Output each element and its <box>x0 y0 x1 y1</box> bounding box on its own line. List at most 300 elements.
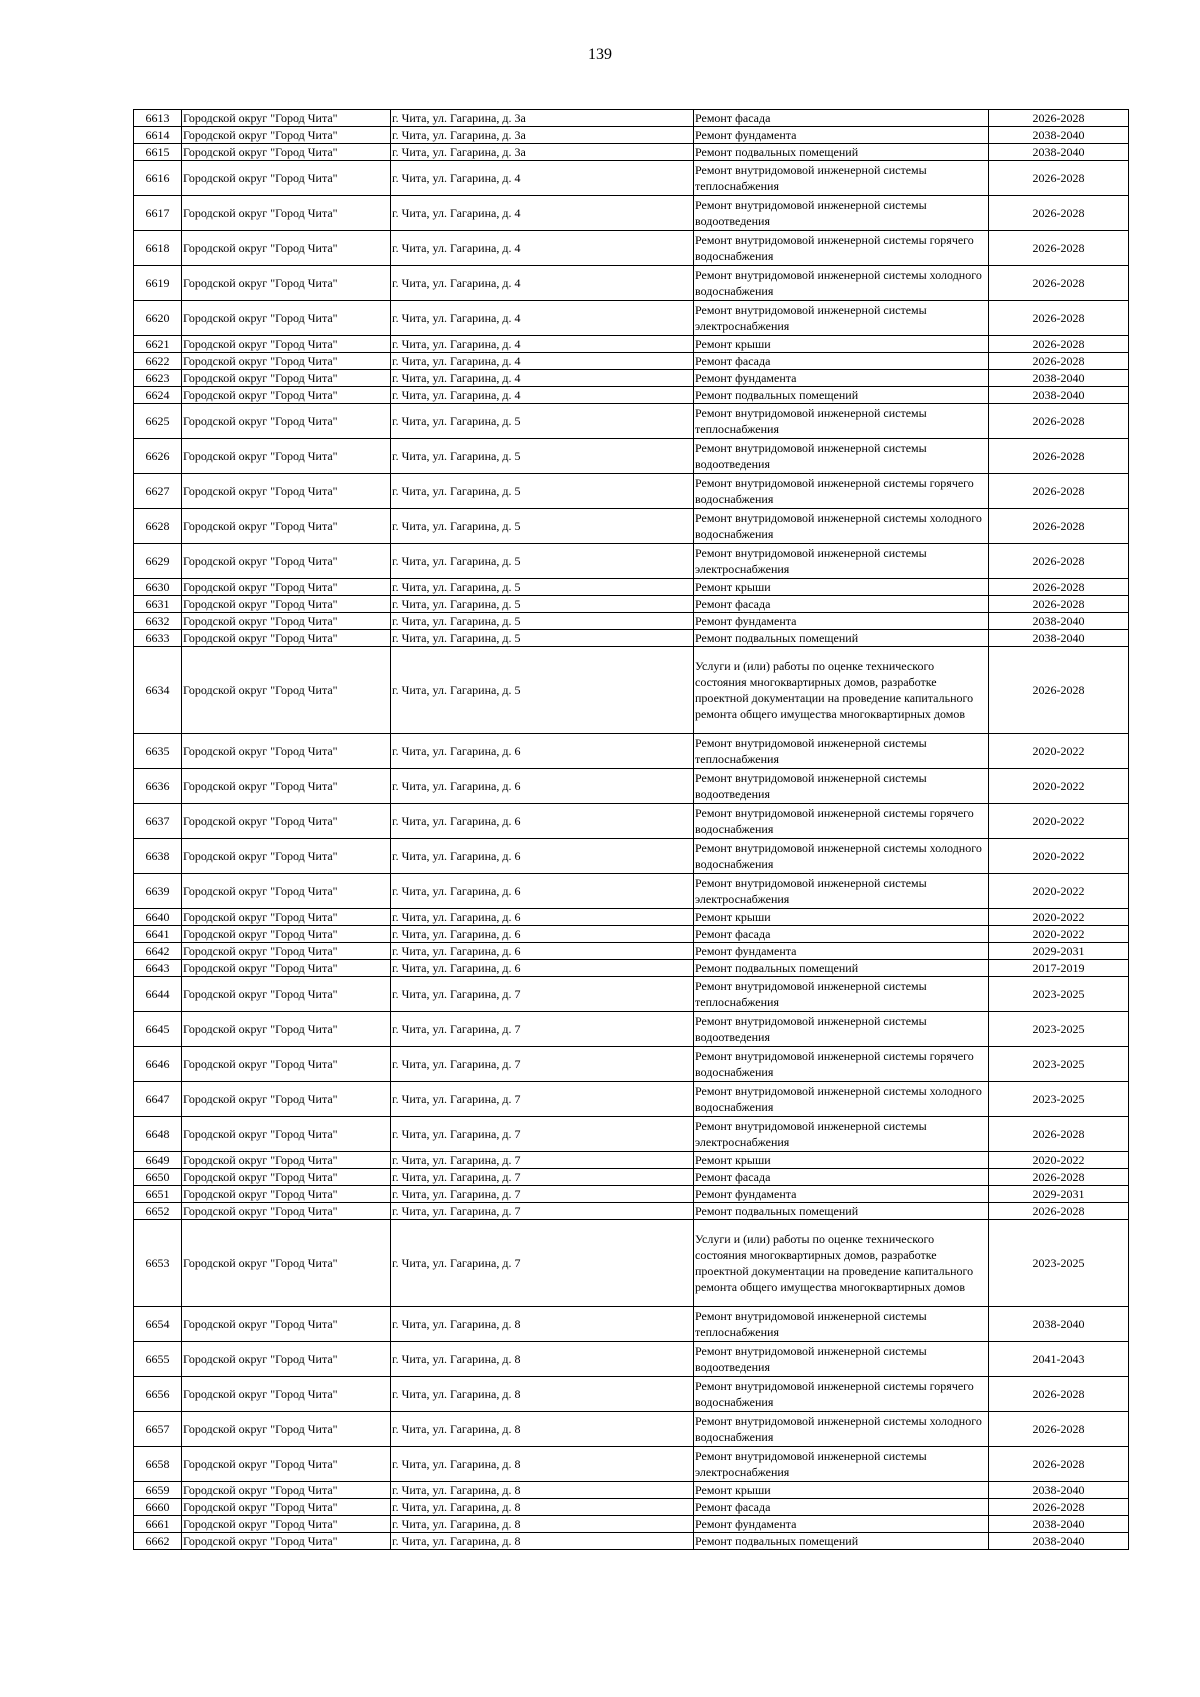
cell-municipality: Городской округ "Город Чита" <box>182 909 391 926</box>
cell-work-type: Ремонт внутридомовой инженерной системы теплоснабжения <box>694 977 989 1012</box>
cell-row-number: 6635 <box>134 734 182 769</box>
cell-address: г. Чита, ул. Гагарина, д. 4 <box>391 353 694 370</box>
table-row <box>134 544 1129 579</box>
cell-municipality: Городской округ "Город Чита" <box>182 1499 391 1516</box>
cell-work-type: Ремонт подвальных помещений <box>694 144 989 161</box>
cell-row-number: 6615 <box>134 144 182 161</box>
cell-row-number: 6662 <box>134 1533 182 1550</box>
cell-municipality: Городской округ "Город Чита" <box>182 231 391 266</box>
cell-work-type: Ремонт фундамента <box>694 370 989 387</box>
cell-address: г. Чита, ул. Гагарина, д. 5 <box>391 544 694 579</box>
cell-municipality: Городской округ "Город Чита" <box>182 336 391 353</box>
cell-term: 2023-2025 <box>989 1082 1129 1117</box>
cell-term: 2026-2028 <box>989 544 1129 579</box>
cell-municipality: Городской округ "Город Чита" <box>182 127 391 144</box>
cell-municipality: Городской округ "Город Чита" <box>182 579 391 596</box>
cell-municipality: Городской округ "Город Чита" <box>182 1412 391 1447</box>
cell-municipality: Городской округ "Город Чита" <box>182 110 391 127</box>
cell-address: г. Чита, ул. Гагарина, д. 7 <box>391 1047 694 1082</box>
table-row <box>134 509 1129 544</box>
cell-work-type: Ремонт внутридомовой инженерной системы электроснабжения <box>694 1447 989 1482</box>
cell-term: 2026-2028 <box>989 110 1129 127</box>
cell-work-type: Ремонт фундамента <box>694 613 989 630</box>
cell-address: г. Чита, ул. Гагарина, д. 4 <box>391 231 694 266</box>
cell-row-number: 6616 <box>134 161 182 196</box>
cell-municipality: Городской округ "Город Чита" <box>182 1307 391 1342</box>
table-row <box>134 1220 1129 1307</box>
cell-address: г. Чита, ул. Гагарина, д. 8 <box>391 1342 694 1377</box>
table-row <box>134 874 1129 909</box>
cell-address: г. Чита, ул. Гагарина, д. 4 <box>391 161 694 196</box>
cell-term: 2041-2043 <box>989 1342 1129 1377</box>
cell-municipality: Городской округ "Город Чита" <box>182 370 391 387</box>
table-row <box>134 387 1129 404</box>
cell-work-type: Ремонт фасада <box>694 1499 989 1516</box>
cell-municipality: Городской округ "Город Чита" <box>182 1047 391 1082</box>
cell-municipality: Городской округ "Город Чита" <box>182 1117 391 1152</box>
table-row <box>134 336 1129 353</box>
cell-row-number: 6614 <box>134 127 182 144</box>
cell-municipality: Городской округ "Город Чита" <box>182 196 391 231</box>
table-row <box>134 839 1129 874</box>
cell-row-number: 6631 <box>134 596 182 613</box>
table-row <box>134 977 1129 1012</box>
table-row <box>134 1047 1129 1082</box>
cell-term: 2026-2028 <box>989 1203 1129 1220</box>
cell-work-type: Ремонт внутридомовой инженерной системы теплоснабжения <box>694 1307 989 1342</box>
cell-municipality: Городской округ "Город Чита" <box>182 1082 391 1117</box>
table-row <box>134 1082 1129 1117</box>
cell-address: г. Чита, ул. Гагарина, д. 8 <box>391 1499 694 1516</box>
capital-repair-table <box>133 109 1129 1550</box>
cell-term: 2026-2028 <box>989 231 1129 266</box>
cell-row-number: 6646 <box>134 1047 182 1082</box>
cell-work-type: Ремонт подвальных помещений <box>694 1533 989 1550</box>
cell-municipality: Городской округ "Город Чита" <box>182 144 391 161</box>
cell-term: 2020-2022 <box>989 804 1129 839</box>
cell-term: 2020-2022 <box>989 734 1129 769</box>
cell-address: г. Чита, ул. Гагарина, д. 3а <box>391 144 694 161</box>
cell-term: 2026-2028 <box>989 1377 1129 1412</box>
cell-term: 2023-2025 <box>989 1220 1129 1307</box>
table-row <box>134 1117 1129 1152</box>
cell-term: 2026-2028 <box>989 353 1129 370</box>
cell-term: 2020-2022 <box>989 839 1129 874</box>
cell-address: г. Чита, ул. Гагарина, д. 7 <box>391 1152 694 1169</box>
cell-term: 2026-2028 <box>989 579 1129 596</box>
cell-row-number: 6655 <box>134 1342 182 1377</box>
cell-municipality: Городской округ "Город Чита" <box>182 977 391 1012</box>
cell-address: г. Чита, ул. Гагарина, д. 8 <box>391 1377 694 1412</box>
cell-work-type: Ремонт крыши <box>694 579 989 596</box>
cell-row-number: 6644 <box>134 977 182 1012</box>
table-row <box>134 804 1129 839</box>
cell-row-number: 6661 <box>134 1516 182 1533</box>
cell-term: 2026-2028 <box>989 509 1129 544</box>
cell-municipality: Городской округ "Город Чита" <box>182 1186 391 1203</box>
table-row <box>134 1012 1129 1047</box>
table-row <box>134 353 1129 370</box>
cell-row-number: 6630 <box>134 579 182 596</box>
cell-municipality: Городской округ "Город Чита" <box>182 874 391 909</box>
cell-municipality: Городской округ "Город Чита" <box>182 353 391 370</box>
cell-municipality: Городской округ "Город Чита" <box>182 647 391 734</box>
cell-address: г. Чита, ул. Гагарина, д. 5 <box>391 647 694 734</box>
cell-term: 2026-2028 <box>989 1412 1129 1447</box>
cell-municipality: Городской округ "Город Чита" <box>182 387 391 404</box>
cell-row-number: 6620 <box>134 301 182 336</box>
cell-work-type: Ремонт подвальных помещений <box>694 960 989 977</box>
cell-row-number: 6638 <box>134 839 182 874</box>
cell-term: 2038-2040 <box>989 387 1129 404</box>
cell-address: г. Чита, ул. Гагарина, д. 5 <box>391 630 694 647</box>
cell-row-number: 6627 <box>134 474 182 509</box>
cell-row-number: 6634 <box>134 647 182 734</box>
table-row <box>134 370 1129 387</box>
cell-term: 2038-2040 <box>989 144 1129 161</box>
table-row <box>134 1152 1129 1169</box>
cell-work-type: Ремонт внутридомовой инженерной системы водоотведения <box>694 196 989 231</box>
cell-address: г. Чита, ул. Гагарина, д. 7 <box>391 977 694 1012</box>
cell-work-type: Ремонт внутридомовой инженерной системы горячего водоснабжения <box>694 1377 989 1412</box>
cell-address: г. Чита, ул. Гагарина, д. 4 <box>391 301 694 336</box>
cell-row-number: 6654 <box>134 1307 182 1342</box>
table-row <box>134 909 1129 926</box>
cell-work-type: Ремонт фасада <box>694 110 989 127</box>
cell-work-type: Ремонт внутридомовой инженерной системы водоотведения <box>694 1342 989 1377</box>
cell-municipality: Городской округ "Город Чита" <box>182 1533 391 1550</box>
cell-work-type: Ремонт фасада <box>694 926 989 943</box>
table-row <box>134 579 1129 596</box>
cell-address: г. Чита, ул. Гагарина, д. 6 <box>391 769 694 804</box>
cell-term: 2026-2028 <box>989 161 1129 196</box>
cell-address: г. Чита, ул. Гагарина, д. 5 <box>391 596 694 613</box>
cell-address: г. Чита, ул. Гагарина, д. 3а <box>391 110 694 127</box>
cell-row-number: 6645 <box>134 1012 182 1047</box>
cell-row-number: 6628 <box>134 509 182 544</box>
cell-row-number: 6648 <box>134 1117 182 1152</box>
cell-municipality: Городской округ "Город Чита" <box>182 613 391 630</box>
cell-municipality: Городской округ "Город Чита" <box>182 804 391 839</box>
cell-term: 2026-2028 <box>989 439 1129 474</box>
cell-address: г. Чита, ул. Гагарина, д. 8 <box>391 1412 694 1447</box>
cell-address: г. Чита, ул. Гагарина, д. 6 <box>391 839 694 874</box>
cell-work-type: Ремонт внутридомовой инженерной системы холодного водоснабжения <box>694 266 989 301</box>
cell-row-number: 6643 <box>134 960 182 977</box>
table-row <box>134 647 1129 734</box>
cell-term: 2026-2028 <box>989 196 1129 231</box>
cell-work-type: Ремонт крыши <box>694 1152 989 1169</box>
cell-municipality: Городской округ "Город Чита" <box>182 769 391 804</box>
cell-address: г. Чита, ул. Гагарина, д. 5 <box>391 613 694 630</box>
cell-row-number: 6653 <box>134 1220 182 1307</box>
cell-municipality: Городской округ "Город Чита" <box>182 404 391 439</box>
cell-municipality: Городской округ "Город Чита" <box>182 960 391 977</box>
cell-municipality: Городской округ "Город Чита" <box>182 474 391 509</box>
cell-term: 2020-2022 <box>989 1152 1129 1169</box>
cell-municipality: Городской округ "Город Чита" <box>182 839 391 874</box>
cell-work-type: Ремонт внутридомовой инженерной системы горячего водоснабжения <box>694 474 989 509</box>
cell-row-number: 6613 <box>134 110 182 127</box>
cell-work-type: Ремонт фундамента <box>694 1516 989 1533</box>
cell-term: 2038-2040 <box>989 1516 1129 1533</box>
table-row <box>134 301 1129 336</box>
table-row <box>134 266 1129 301</box>
cell-row-number: 6636 <box>134 769 182 804</box>
cell-row-number: 6660 <box>134 1499 182 1516</box>
cell-row-number: 6629 <box>134 544 182 579</box>
cell-municipality: Городской округ "Город Чита" <box>182 1220 391 1307</box>
cell-municipality: Городской округ "Город Чита" <box>182 1203 391 1220</box>
cell-term: 2038-2040 <box>989 370 1129 387</box>
cell-municipality: Городской округ "Город Чита" <box>182 1447 391 1482</box>
cell-work-type: Ремонт внутридомовой инженерной системы теплоснабжения <box>694 734 989 769</box>
cell-municipality: Городской округ "Город Чита" <box>182 1377 391 1412</box>
cell-row-number: 6617 <box>134 196 182 231</box>
cell-address: г. Чита, ул. Гагарина, д. 5 <box>391 509 694 544</box>
cell-term: 2020-2022 <box>989 769 1129 804</box>
cell-term: 2038-2040 <box>989 1482 1129 1499</box>
cell-row-number: 6649 <box>134 1152 182 1169</box>
cell-row-number: 6632 <box>134 613 182 630</box>
cell-municipality: Городской округ "Город Чита" <box>182 630 391 647</box>
cell-address: г. Чита, ул. Гагарина, д. 7 <box>391 1203 694 1220</box>
cell-work-type: Ремонт внутридомовой инженерной системы теплоснабжения <box>694 404 989 439</box>
cell-municipality: Городской округ "Город Чита" <box>182 596 391 613</box>
table-row <box>134 161 1129 196</box>
cell-municipality: Городской округ "Город Чита" <box>182 943 391 960</box>
table-row <box>134 734 1129 769</box>
cell-row-number: 6657 <box>134 1412 182 1447</box>
cell-address: г. Чита, ул. Гагарина, д. 6 <box>391 943 694 960</box>
cell-term: 2020-2022 <box>989 874 1129 909</box>
table-row <box>134 1377 1129 1412</box>
cell-work-type: Ремонт внутридомовой инженерной системы горячего водоснабжения <box>694 231 989 266</box>
cell-row-number: 6639 <box>134 874 182 909</box>
cell-address: г. Чита, ул. Гагарина, д. 3а <box>391 127 694 144</box>
table-row <box>134 144 1129 161</box>
cell-term: 2038-2040 <box>989 613 1129 630</box>
cell-address: г. Чита, ул. Гагарина, д. 5 <box>391 439 694 474</box>
table-row <box>134 1482 1129 1499</box>
cell-term: 2038-2040 <box>989 1533 1129 1550</box>
cell-work-type: Ремонт фундамента <box>694 1186 989 1203</box>
cell-term: 2038-2040 <box>989 1307 1129 1342</box>
cell-work-type: Ремонт внутридомовой инженерной системы холодного водоснабжения <box>694 839 989 874</box>
cell-work-type: Ремонт внутридомовой инженерной системы электроснабжения <box>694 301 989 336</box>
cell-row-number: 6633 <box>134 630 182 647</box>
cell-row-number: 6650 <box>134 1169 182 1186</box>
table-row <box>134 943 1129 960</box>
cell-work-type: Ремонт внутридомовой инженерной системы холодного водоснабжения <box>694 1082 989 1117</box>
cell-row-number: 6647 <box>134 1082 182 1117</box>
cell-municipality: Городской округ "Город Чита" <box>182 734 391 769</box>
cell-address: г. Чита, ул. Гагарина, д. 6 <box>391 734 694 769</box>
table-row <box>134 1516 1129 1533</box>
cell-row-number: 6659 <box>134 1482 182 1499</box>
table-row <box>134 926 1129 943</box>
cell-term: 2038-2040 <box>989 127 1129 144</box>
page-number: 139 <box>588 46 612 63</box>
cell-term: 2026-2028 <box>989 301 1129 336</box>
table-row <box>134 110 1129 127</box>
table-row <box>134 1307 1129 1342</box>
cell-address: г. Чита, ул. Гагарина, д. 4 <box>391 370 694 387</box>
table-row <box>134 769 1129 804</box>
cell-address: г. Чита, ул. Гагарина, д. 7 <box>391 1012 694 1047</box>
cell-work-type: Ремонт внутридомовой инженерной системы горячего водоснабжения <box>694 804 989 839</box>
table-row <box>134 127 1129 144</box>
cell-row-number: 6621 <box>134 336 182 353</box>
cell-term: 2026-2028 <box>989 404 1129 439</box>
table-row <box>134 596 1129 613</box>
table-row <box>134 404 1129 439</box>
cell-work-type: Ремонт внутридомовой инженерной системы электроснабжения <box>694 544 989 579</box>
cell-address: г. Чита, ул. Гагарина, д. 7 <box>391 1117 694 1152</box>
table-row <box>134 1447 1129 1482</box>
cell-municipality: Городской округ "Город Чита" <box>182 1169 391 1186</box>
cell-row-number: 6652 <box>134 1203 182 1220</box>
cell-term: 2026-2028 <box>989 474 1129 509</box>
cell-address: г. Чита, ул. Гагарина, д. 8 <box>391 1447 694 1482</box>
cell-work-type: Ремонт внутридомовой инженерной системы электроснабжения <box>694 1117 989 1152</box>
cell-address: г. Чита, ул. Гагарина, д. 6 <box>391 909 694 926</box>
cell-work-type: Ремонт внутридомовой инженерной системы теплоснабжения <box>694 161 989 196</box>
cell-address: г. Чита, ул. Гагарина, д. 8 <box>391 1482 694 1499</box>
cell-work-type: Ремонт внутридомовой инженерной системы холодного водоснабжения <box>694 1412 989 1447</box>
cell-work-type: Ремонт внутридомовой инженерной системы электроснабжения <box>694 874 989 909</box>
cell-row-number: 6637 <box>134 804 182 839</box>
cell-term: 2026-2028 <box>989 266 1129 301</box>
cell-term: 2026-2028 <box>989 1169 1129 1186</box>
table-row <box>134 1186 1129 1203</box>
cell-municipality: Городской округ "Город Чита" <box>182 1012 391 1047</box>
cell-work-type: Ремонт фасада <box>694 353 989 370</box>
cell-address: г. Чита, ул. Гагарина, д. 7 <box>391 1082 694 1117</box>
cell-work-type: Ремонт фундамента <box>694 127 989 144</box>
cell-work-type: Ремонт фундамента <box>694 943 989 960</box>
cell-address: г. Чита, ул. Гагарина, д. 4 <box>391 266 694 301</box>
cell-address: г. Чита, ул. Гагарина, д. 6 <box>391 804 694 839</box>
cell-term: 2023-2025 <box>989 1012 1129 1047</box>
table-row <box>134 630 1129 647</box>
cell-row-number: 6618 <box>134 231 182 266</box>
cell-municipality: Городской округ "Город Чита" <box>182 161 391 196</box>
cell-municipality: Городской округ "Город Чита" <box>182 1342 391 1377</box>
cell-row-number: 6625 <box>134 404 182 439</box>
cell-row-number: 6623 <box>134 370 182 387</box>
table-row <box>134 196 1129 231</box>
cell-term: 2020-2022 <box>989 926 1129 943</box>
cell-term: 2023-2025 <box>989 1047 1129 1082</box>
cell-work-type: Ремонт подвальных помещений <box>694 630 989 647</box>
cell-address: г. Чита, ул. Гагарина, д. 4 <box>391 336 694 353</box>
table-row <box>134 960 1129 977</box>
cell-municipality: Городской округ "Город Чита" <box>182 1482 391 1499</box>
cell-term: 2026-2028 <box>989 1117 1129 1152</box>
cell-term: 2026-2028 <box>989 336 1129 353</box>
cell-term: 2026-2028 <box>989 1499 1129 1516</box>
cell-work-type: Ремонт крыши <box>694 1482 989 1499</box>
table-body <box>134 110 1129 1550</box>
cell-municipality: Городской округ "Город Чита" <box>182 1516 391 1533</box>
table-row <box>134 231 1129 266</box>
cell-row-number: 6641 <box>134 926 182 943</box>
cell-row-number: 6619 <box>134 266 182 301</box>
cell-term: 2026-2028 <box>989 596 1129 613</box>
cell-work-type: Ремонт внутридомовой инженерной системы водоотведения <box>694 439 989 474</box>
cell-work-type: Ремонт внутридомовой инженерной системы водоотведения <box>694 1012 989 1047</box>
cell-work-type: Ремонт фасада <box>694 1169 989 1186</box>
cell-municipality: Городской округ "Город Чита" <box>182 301 391 336</box>
table-row <box>134 1533 1129 1550</box>
cell-address: г. Чита, ул. Гагарина, д. 4 <box>391 196 694 231</box>
cell-work-type: Ремонт внутридомовой инженерной системы холодного водоснабжения <box>694 509 989 544</box>
table-row <box>134 1169 1129 1186</box>
cell-work-type: Ремонт подвальных помещений <box>694 387 989 404</box>
cell-row-number: 6622 <box>134 353 182 370</box>
table-row <box>134 1342 1129 1377</box>
cell-term: 2017-2019 <box>989 960 1129 977</box>
cell-address: г. Чита, ул. Гагарина, д. 7 <box>391 1169 694 1186</box>
table-row <box>134 439 1129 474</box>
cell-work-type: Услуги и (или) работы по оценке технического состояния многоквартирных домов, разработке проектной документации на проведение капитального ремонта общего имущества многоквартирных домов <box>694 647 989 734</box>
cell-municipality: Городской округ "Город Чита" <box>182 509 391 544</box>
cell-address: г. Чита, ул. Гагарина, д. 8 <box>391 1516 694 1533</box>
cell-term: 2026-2028 <box>989 647 1129 734</box>
cell-term: 2029-2031 <box>989 943 1129 960</box>
cell-term: 2026-2028 <box>989 1447 1129 1482</box>
cell-term: 2029-2031 <box>989 1186 1129 1203</box>
cell-municipality: Городской округ "Город Чита" <box>182 266 391 301</box>
cell-work-type: Ремонт фасада <box>694 596 989 613</box>
table-row <box>134 1203 1129 1220</box>
cell-municipality: Городской округ "Город Чита" <box>182 926 391 943</box>
cell-address: г. Чита, ул. Гагарина, д. 8 <box>391 1533 694 1550</box>
table-row <box>134 613 1129 630</box>
table-row <box>134 1499 1129 1516</box>
cell-address: г. Чита, ул. Гагарина, д. 5 <box>391 404 694 439</box>
cell-municipality: Городской округ "Город Чита" <box>182 1152 391 1169</box>
table-row <box>134 474 1129 509</box>
cell-work-type: Ремонт крыши <box>694 909 989 926</box>
cell-address: г. Чита, ул. Гагарина, д. 6 <box>391 960 694 977</box>
cell-address: г. Чита, ул. Гагарина, д. 5 <box>391 579 694 596</box>
cell-row-number: 6656 <box>134 1377 182 1412</box>
cell-address: г. Чита, ул. Гагарина, д. 6 <box>391 874 694 909</box>
cell-term: 2038-2040 <box>989 630 1129 647</box>
cell-address: г. Чита, ул. Гагарина, д. 7 <box>391 1186 694 1203</box>
cell-work-type: Ремонт крыши <box>694 336 989 353</box>
cell-work-type: Ремонт подвальных помещений <box>694 1203 989 1220</box>
cell-term: 2023-2025 <box>989 977 1129 1012</box>
cell-municipality: Городской округ "Город Чита" <box>182 439 391 474</box>
cell-municipality: Городской округ "Город Чита" <box>182 544 391 579</box>
cell-row-number: 6624 <box>134 387 182 404</box>
cell-address: г. Чита, ул. Гагарина, д. 7 <box>391 1220 694 1307</box>
cell-address: г. Чита, ул. Гагарина, д. 6 <box>391 926 694 943</box>
cell-row-number: 6640 <box>134 909 182 926</box>
cell-work-type: Услуги и (или) работы по оценке технического состояния многоквартирных домов, разработке проектной документации на проведение капитального ремонта общего имущества многоквартирных домов <box>694 1220 989 1307</box>
cell-address: г. Чита, ул. Гагарина, д. 8 <box>391 1307 694 1342</box>
cell-row-number: 6626 <box>134 439 182 474</box>
table-row <box>134 1412 1129 1447</box>
cell-term: 2020-2022 <box>989 909 1129 926</box>
cell-address: г. Чита, ул. Гагарина, д. 4 <box>391 387 694 404</box>
cell-address: г. Чита, ул. Гагарина, д. 5 <box>391 474 694 509</box>
cell-row-number: 6651 <box>134 1186 182 1203</box>
cell-work-type: Ремонт внутридомовой инженерной системы водоотведения <box>694 769 989 804</box>
